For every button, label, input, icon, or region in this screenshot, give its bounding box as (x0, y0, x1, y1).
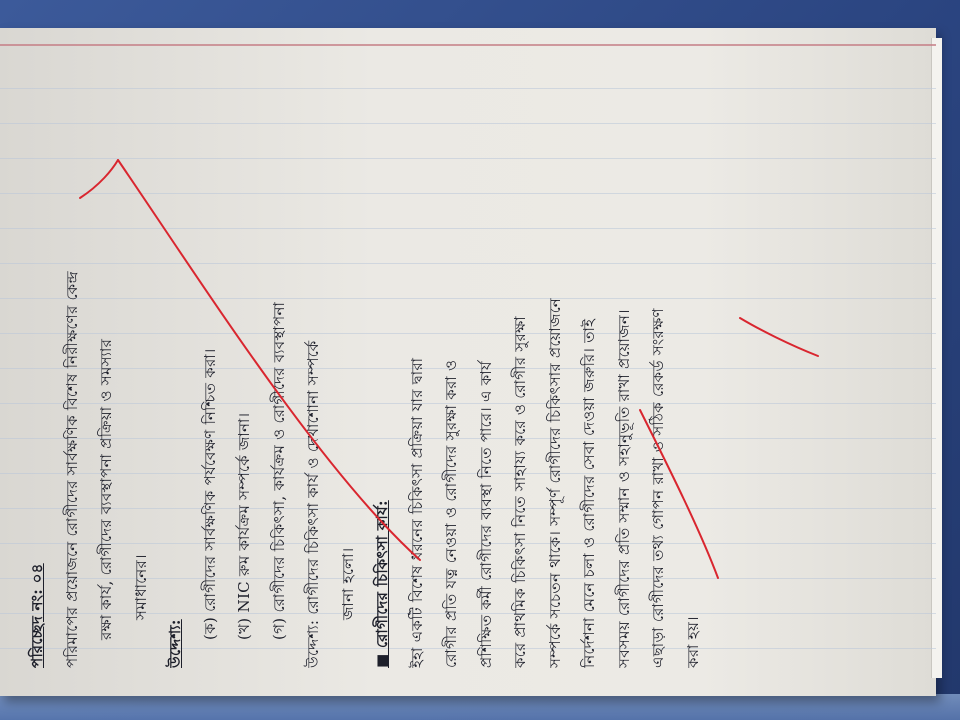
note-line: করে প্রাথমিক চিকিৎসা নিতে সাহায্য করে ও রোগীর সুরক্ষা (511, 316, 529, 668)
note-line: নির্দেশনা মেনে চলা ও রোগীদের সেবা দেওয়া জরুরি। তাই (580, 318, 598, 668)
objective-item: (ক) রোগীদের সার্বক্ষণিক পর্যবেক্ষণ নিশ্চিত করা। (200, 348, 219, 640)
section-heading: ■ রোগীদের চিকিৎসা কার্য: (373, 500, 391, 668)
margin-line (0, 44, 936, 46)
note-line: রক্ষা কার্য, রোগীদের ব্যবস্থাপনা প্রক্রিয়া ও সমস্যার (97, 338, 115, 640)
page-edge (931, 38, 942, 678)
note-line: এছাড়া রোগীদের তথ্য গোপন রাখা ও সঠিক রেকর্ড সংরক্ষণ (649, 308, 667, 668)
handwritten-notes (20, 48, 920, 668)
note-line: প্রশিক্ষিত কর্মী রোগীদের ব্যবস্থা নিতে পারে। এ কার্য (476, 361, 495, 668)
chapter-heading: পরিচ্ছেদ নং: ০৪ (28, 563, 46, 668)
objective-heading: উদ্দেশ্য: (166, 619, 184, 668)
note-line: সবসময় রোগীদের প্রতি সম্মান ও সহানুভূতি রাখা প্রয়োজন। (614, 309, 633, 668)
note-line: সম্পর্কে সচেতন থাকে। সম্পূর্ণ রোগীদের চিকিৎসার প্রয়োজনে (545, 297, 564, 668)
binder-edge (0, 694, 960, 720)
note-line: উদ্দেশ্য: রোগীদের চিকিৎসা কার্য ও দেখাশোনা সম্পর্কে (304, 340, 322, 668)
note-line: পরিমাপের প্রয়োজনে রোগীদের সার্বক্ষণিক বিশেষ নিরীক্ষণের কেন্দ্র (62, 271, 81, 668)
objective-item: (খ) NIC রুম কার্যক্রম সম্পর্কে জানা। (235, 412, 253, 640)
objective-item: (গ) রোগীদের চিকিৎসা, কার্যক্রম ও রোগীদের ব্যবস্থাপনা (269, 301, 288, 640)
note-line: করা হয়। (683, 616, 702, 668)
note-line: সমাধানের। (131, 554, 150, 620)
note-line: জানা হলো। (338, 547, 357, 620)
note-line: রোগীর প্রতি যত্ন নেওয়া ও রোগীদের সুরক্ষা করা ও (442, 359, 460, 668)
note-line: ইহা একটি বিশেষ ধরনের চিকিৎসা প্রক্রিয়া যার দ্বারা (407, 357, 426, 668)
